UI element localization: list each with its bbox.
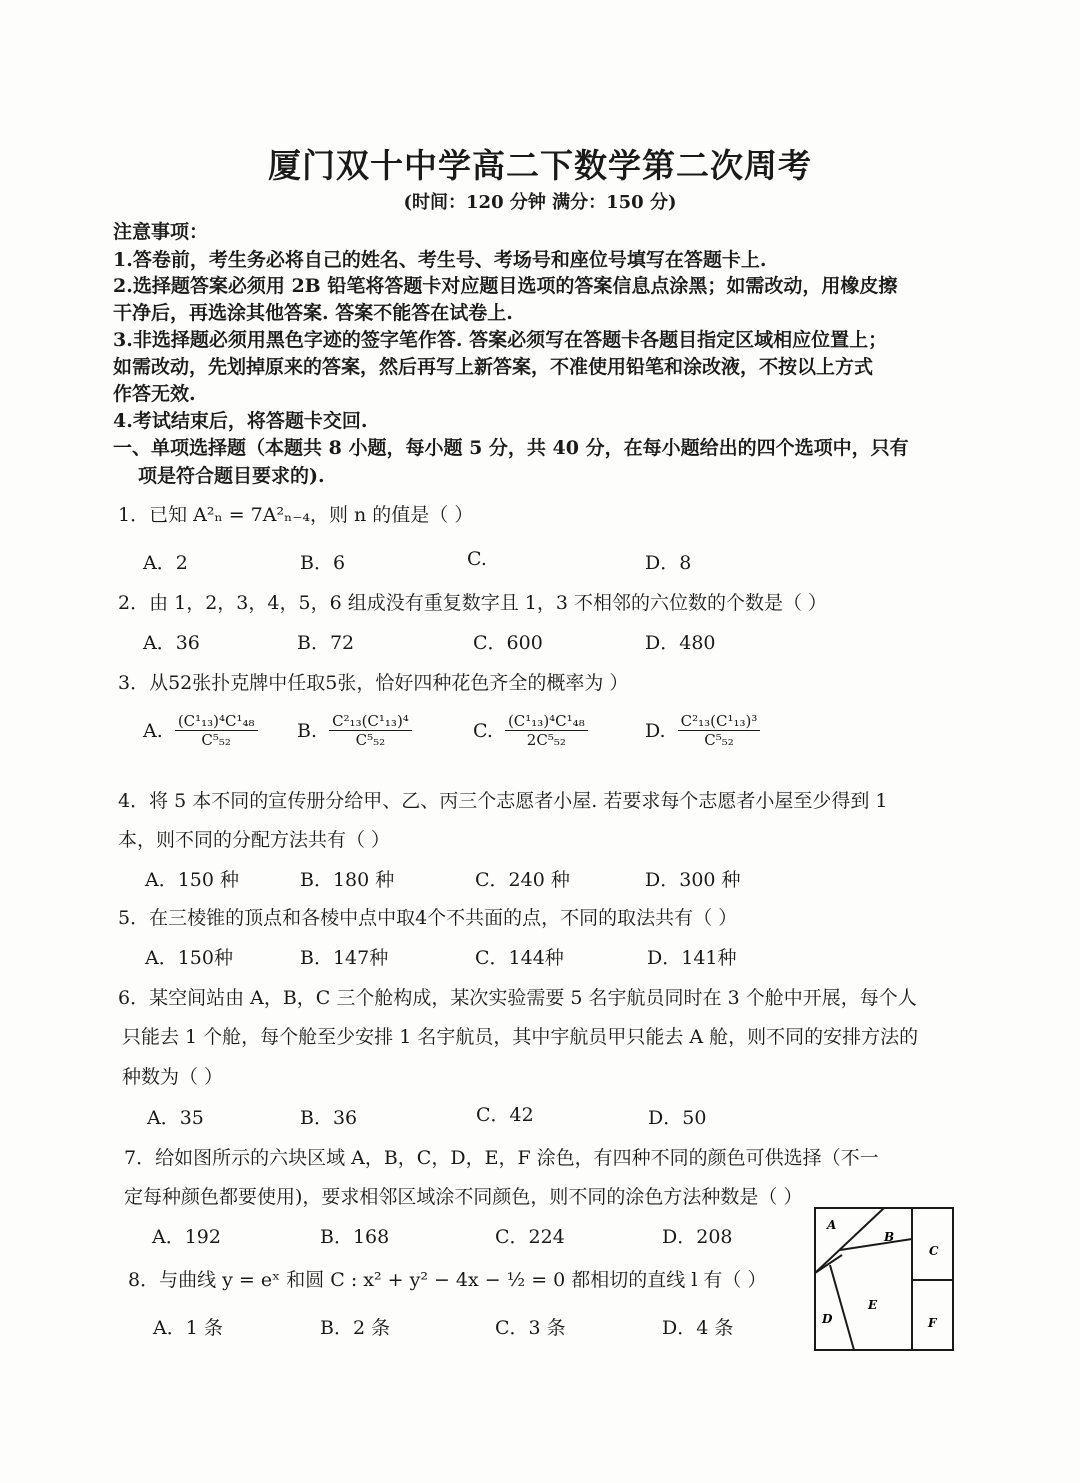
q3-option-c <box>473 712 588 749</box>
region-label-f: F <box>928 1316 937 1330</box>
q6-option-d: D．50 <box>648 1107 707 1129</box>
section-heading: 一、单项选择题（本题共 8 小题，每小题 5 分，共 40 分，在每小题给出的四个选项中，只有 <box>113 437 909 459</box>
q1-option-c: C. <box>467 548 487 570</box>
q1-option-b: B．6 <box>300 552 346 574</box>
question-5-stem: 5．在三棱锥的顶点和各棱中点中取4个不共面的点，不同的取法共有（ ） <box>118 907 738 929</box>
q3-option-b <box>297 712 412 749</box>
fraction-denominator: C⁵₅₂ <box>201 731 231 749</box>
q1-option-d: D．8 <box>645 552 692 574</box>
fraction-numerator: C²₁₃(C¹₁₃)³ <box>678 712 761 731</box>
q4-option-c: C．240 种 <box>475 869 570 891</box>
fraction-denominator: 2C⁵₅₂ <box>526 731 566 749</box>
region-label-e: E <box>868 1298 878 1312</box>
notice-line: 1.答卷前，考生务必将自己的姓名、考生号、考场号和座位号填写在答题卡上. <box>113 249 767 271</box>
q4-option-b: B．180 种 <box>300 869 395 891</box>
question-6-stem: 6．某空间站由 A，B，C 三个舱构成，某次实验需要 5 名宇航员同时在 3 个舱中开展，每个人 <box>118 987 917 1009</box>
region-coloring-figure <box>812 1205 958 1355</box>
notice-line: 如需改动，先划掉原来的答案，然后再写上新答案，不准使用铅笔和涂改液，不按以上方式 <box>113 356 874 378</box>
q5-option-a: A．150种 <box>145 947 233 969</box>
region-label-d: D <box>822 1312 833 1326</box>
fraction-numerator: (C¹₁₃)⁴C¹₄₈ <box>175 712 258 731</box>
region-label-a: A <box>827 1218 837 1232</box>
q6-option-a: A．35 <box>147 1107 204 1129</box>
q5-option-b: B．147种 <box>300 947 389 969</box>
q8-option-a: A．1 条 <box>153 1317 223 1339</box>
exam-subtitle: (时间：120 分钟 满分：150 分) <box>403 192 677 213</box>
q7-option-d: D．208 <box>662 1226 733 1248</box>
option-label: C. <box>473 719 493 742</box>
option-label: A. <box>143 719 163 742</box>
notice-line: 4.考试结束后，将答题卡交回. <box>113 410 368 432</box>
q5-option-d: D．141种 <box>647 947 737 969</box>
notice-heading: 注意事项： <box>113 221 209 243</box>
option-label: B. <box>297 719 318 742</box>
q4-option-d: D．300 种 <box>645 869 741 891</box>
q4-option-a: A．150 种 <box>145 869 240 891</box>
q8-option-b: B．2 条 <box>320 1317 391 1339</box>
q2-option-a: A．36 <box>143 632 200 654</box>
fraction <box>329 712 412 749</box>
q2-option-c: C．600 <box>473 632 543 654</box>
q3-option-a <box>143 712 258 749</box>
question-4-stem-cont: 本，则不同的分配方法共有（ ） <box>118 829 391 851</box>
q8-option-c: C．3 条 <box>495 1317 566 1339</box>
fraction-numerator: C²₁₃(C¹₁₃)⁴ <box>329 712 412 731</box>
question-8-stem: 8．与曲线 y = eˣ 和圆 C : x² + y² − 4x − ½ = 0 都相切的直线 l 有（ ） <box>128 1269 767 1291</box>
question-7-stem: 7．给如图所示的六块区域 A，B，C，D，E，F 涂色，有四种不同的颜色可供选择（不一 <box>124 1147 879 1169</box>
fraction-denominator: C⁵₅₂ <box>704 731 734 749</box>
q2-option-d: D．480 <box>645 632 716 654</box>
exam-title: 厦门双十中学高二下数学第二次周考 <box>268 146 812 185</box>
region-label-b: B <box>884 1230 895 1244</box>
fraction <box>505 712 588 749</box>
question-2-stem: 2．由 1，2，3，4，5，6 组成没有重复数字且 1，3 不相邻的六位数的个数是（ ） <box>118 592 827 614</box>
q7-option-b: B．168 <box>320 1226 390 1248</box>
notice-line: 3.非选择题必须用黑色字迹的签字笔作答. 答案必须写在答题卡各题目指定区域相应位置上； <box>113 329 888 351</box>
option-label: D. <box>645 719 666 742</box>
section-heading-cont: 项是符合题目要求的). <box>138 465 325 487</box>
q1-option-a: A．2 <box>143 552 188 574</box>
q3-option-d <box>645 712 760 749</box>
fraction <box>175 712 258 749</box>
q7-option-c: C．224 <box>495 1226 565 1248</box>
fraction <box>678 712 761 749</box>
question-6-stem-cont: 种数为（ ） <box>122 1066 224 1088</box>
question-4-stem: 4．将 5 本不同的宣传册分给甲、乙、丙三个志愿者小屋. 若要求每个志愿者小屋至少得到 1 <box>118 790 888 812</box>
q6-option-c: C．42 <box>476 1104 534 1126</box>
region-label-c: C <box>929 1244 939 1258</box>
question-1-stem: 1．已知 A²ₙ = 7A²ₙ₋₄，则 n 的值是（ ） <box>118 504 474 526</box>
fraction-denominator: C⁵₅₂ <box>355 731 386 749</box>
q7-option-a: A．192 <box>152 1226 221 1248</box>
q5-option-c: C．144种 <box>475 947 564 969</box>
notice-line: 干净后，再选涂其他答案. 答案不能答在试卷上. <box>113 302 513 324</box>
notice-line: 2.选择题答案必须用 2B 铅笔将答题卡对应题目选项的答案信息点涂黑；如需改动，用橡皮擦 <box>113 275 898 297</box>
question-3-stem: 3．从52张扑克牌中任取5张，恰好四种花色齐全的概率为 ） <box>118 672 629 694</box>
q6-option-b: B．36 <box>300 1107 358 1129</box>
q8-option-d: D．4 条 <box>662 1317 734 1339</box>
question-7-stem-cont: 定每种颜色都要使用)，要求相邻区域涂不同颜色，则不同的涂色方法种数是（ ） <box>124 1186 803 1208</box>
fraction-numerator: (C¹₁₃)⁴C¹₄₈ <box>505 712 588 731</box>
question-6-stem-cont: 只能去 1 个舱，每个舱至少安排 1 名宇航员，其中宇航员甲只能去 A 舱，则不同的安排方法的 <box>122 1026 919 1048</box>
q2-option-b: B．72 <box>297 632 355 654</box>
notice-line: 作答无效. <box>113 383 196 405</box>
